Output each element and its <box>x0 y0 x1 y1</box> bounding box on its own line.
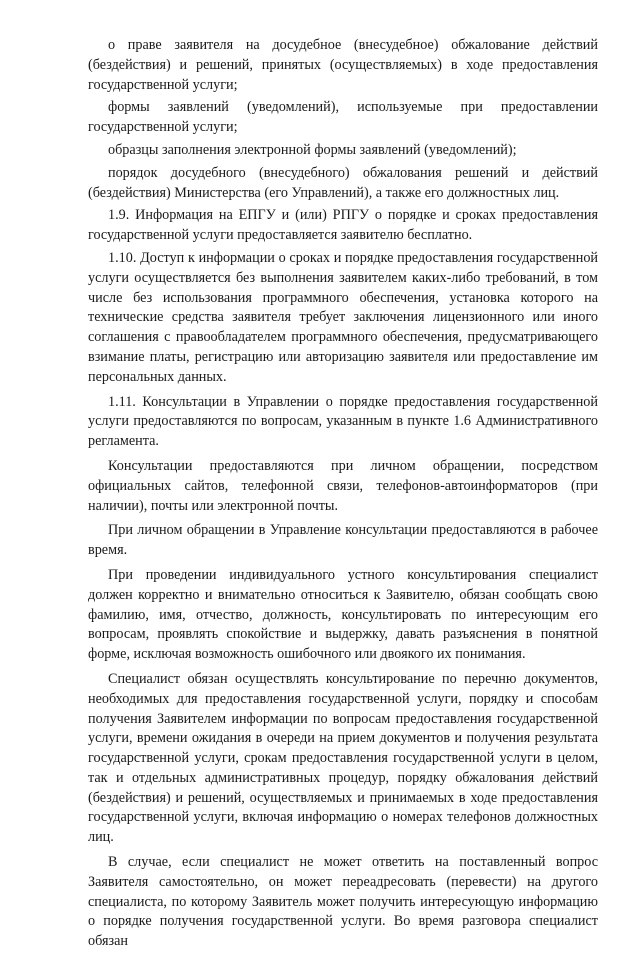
paragraph-consultation-channels: Консультации предоставляются при личном обращении, посредством официальных сайтов, телефонной связи, телефонов-автоинформаторов (при наличии), почты или электронной почты. <box>88 457 598 514</box>
paragraph-redirect: В случае, если специалист не может ответить на поставленный вопрос Заявителя самостоятельно, он может переадресовать (перевести) на другого специалиста, по которому Заявитель может получить интересующую информацию о порядке получения государственной услуги. Во время разговора специалист обязан <box>88 854 598 950</box>
paragraph-1-11: 1.11. Консультации в Управлении о порядке предоставления государственной услуги предоставляются по вопросам, указанным в пункте 1.6 Административного регламента. <box>88 393 598 450</box>
paragraph-oral-consulting: При проведении индивидуального устного консультирования специалист должен корректно и внимательно относиться к Заявителю, обязан сообщать свою фамилию, имя, отчество, должность, консультировать по интересующим его вопросам, проявлять спокойствие и выдержку, давать разъяснения в понятной форме, исключая возможность ошибочного или двоякого их понимания. <box>88 566 598 663</box>
paragraph-1-10: 1.10. Доступ к информации о сроках и порядке предоставления государственной услуги осуществляется без выполнения заявителем каких-либо требований, в том числе без использования программного обеспечения, установка которого на технические средства заявителя требует заключения лицензионного или иного соглашения с правообладателем программного обеспечения, предусматривающего взимание платы, регистрацию или авторизацию заявителя или предоставление им персональных данных. <box>88 249 598 385</box>
paragraph-appeal-right: о праве заявителя на досудебное (внесудебное) обжалование действий (бездействия) и решений, принятых (осуществляемых) в ходе предоставления государственной услуги; <box>88 37 598 93</box>
paragraph-personal-visit: При личном обращении в Управление консультации предоставляются в рабочее время. <box>88 522 598 559</box>
paragraph-1-9: 1.9. Информация на ЕПГУ и (или) РПГУ о порядке и сроках предоставления государственной услуги предоставляется заявителю бесплатно. <box>88 207 598 244</box>
paragraph-application-forms: формы заявлений (уведомлений), используемые при предоставлении государственной услуги; <box>88 99 598 136</box>
document-page <box>88 36 598 957</box>
paragraph-form-samples: образцы заполнения электронной формы заявлений (уведомлений); <box>108 141 517 158</box>
paragraph-specialist-duties: Специалист обязан осуществлять консультирование по перечню документов, необходимых для предоставления государственной услуги, порядку и способам получения Заявителем информации по вопросам предоставления государственной услуги, времени ожидания в очереди на прием документов и получения результата государственной услуги, срокам предоставления государственной услуги в целом, так и отдельных административных процедур, порядку обжалования действий (бездействия) и решений, осуществляемых и принимаемых в ходе предоставления государственной услуги, включая информацию о номерах телефонов должностных лиц. <box>88 670 598 846</box>
paragraph-appeal-procedure: порядок досудебного (внесудебного) обжалования решений и действий (бездействия) Министерства (его Управлений), а также его должностных лиц. <box>88 164 598 201</box>
